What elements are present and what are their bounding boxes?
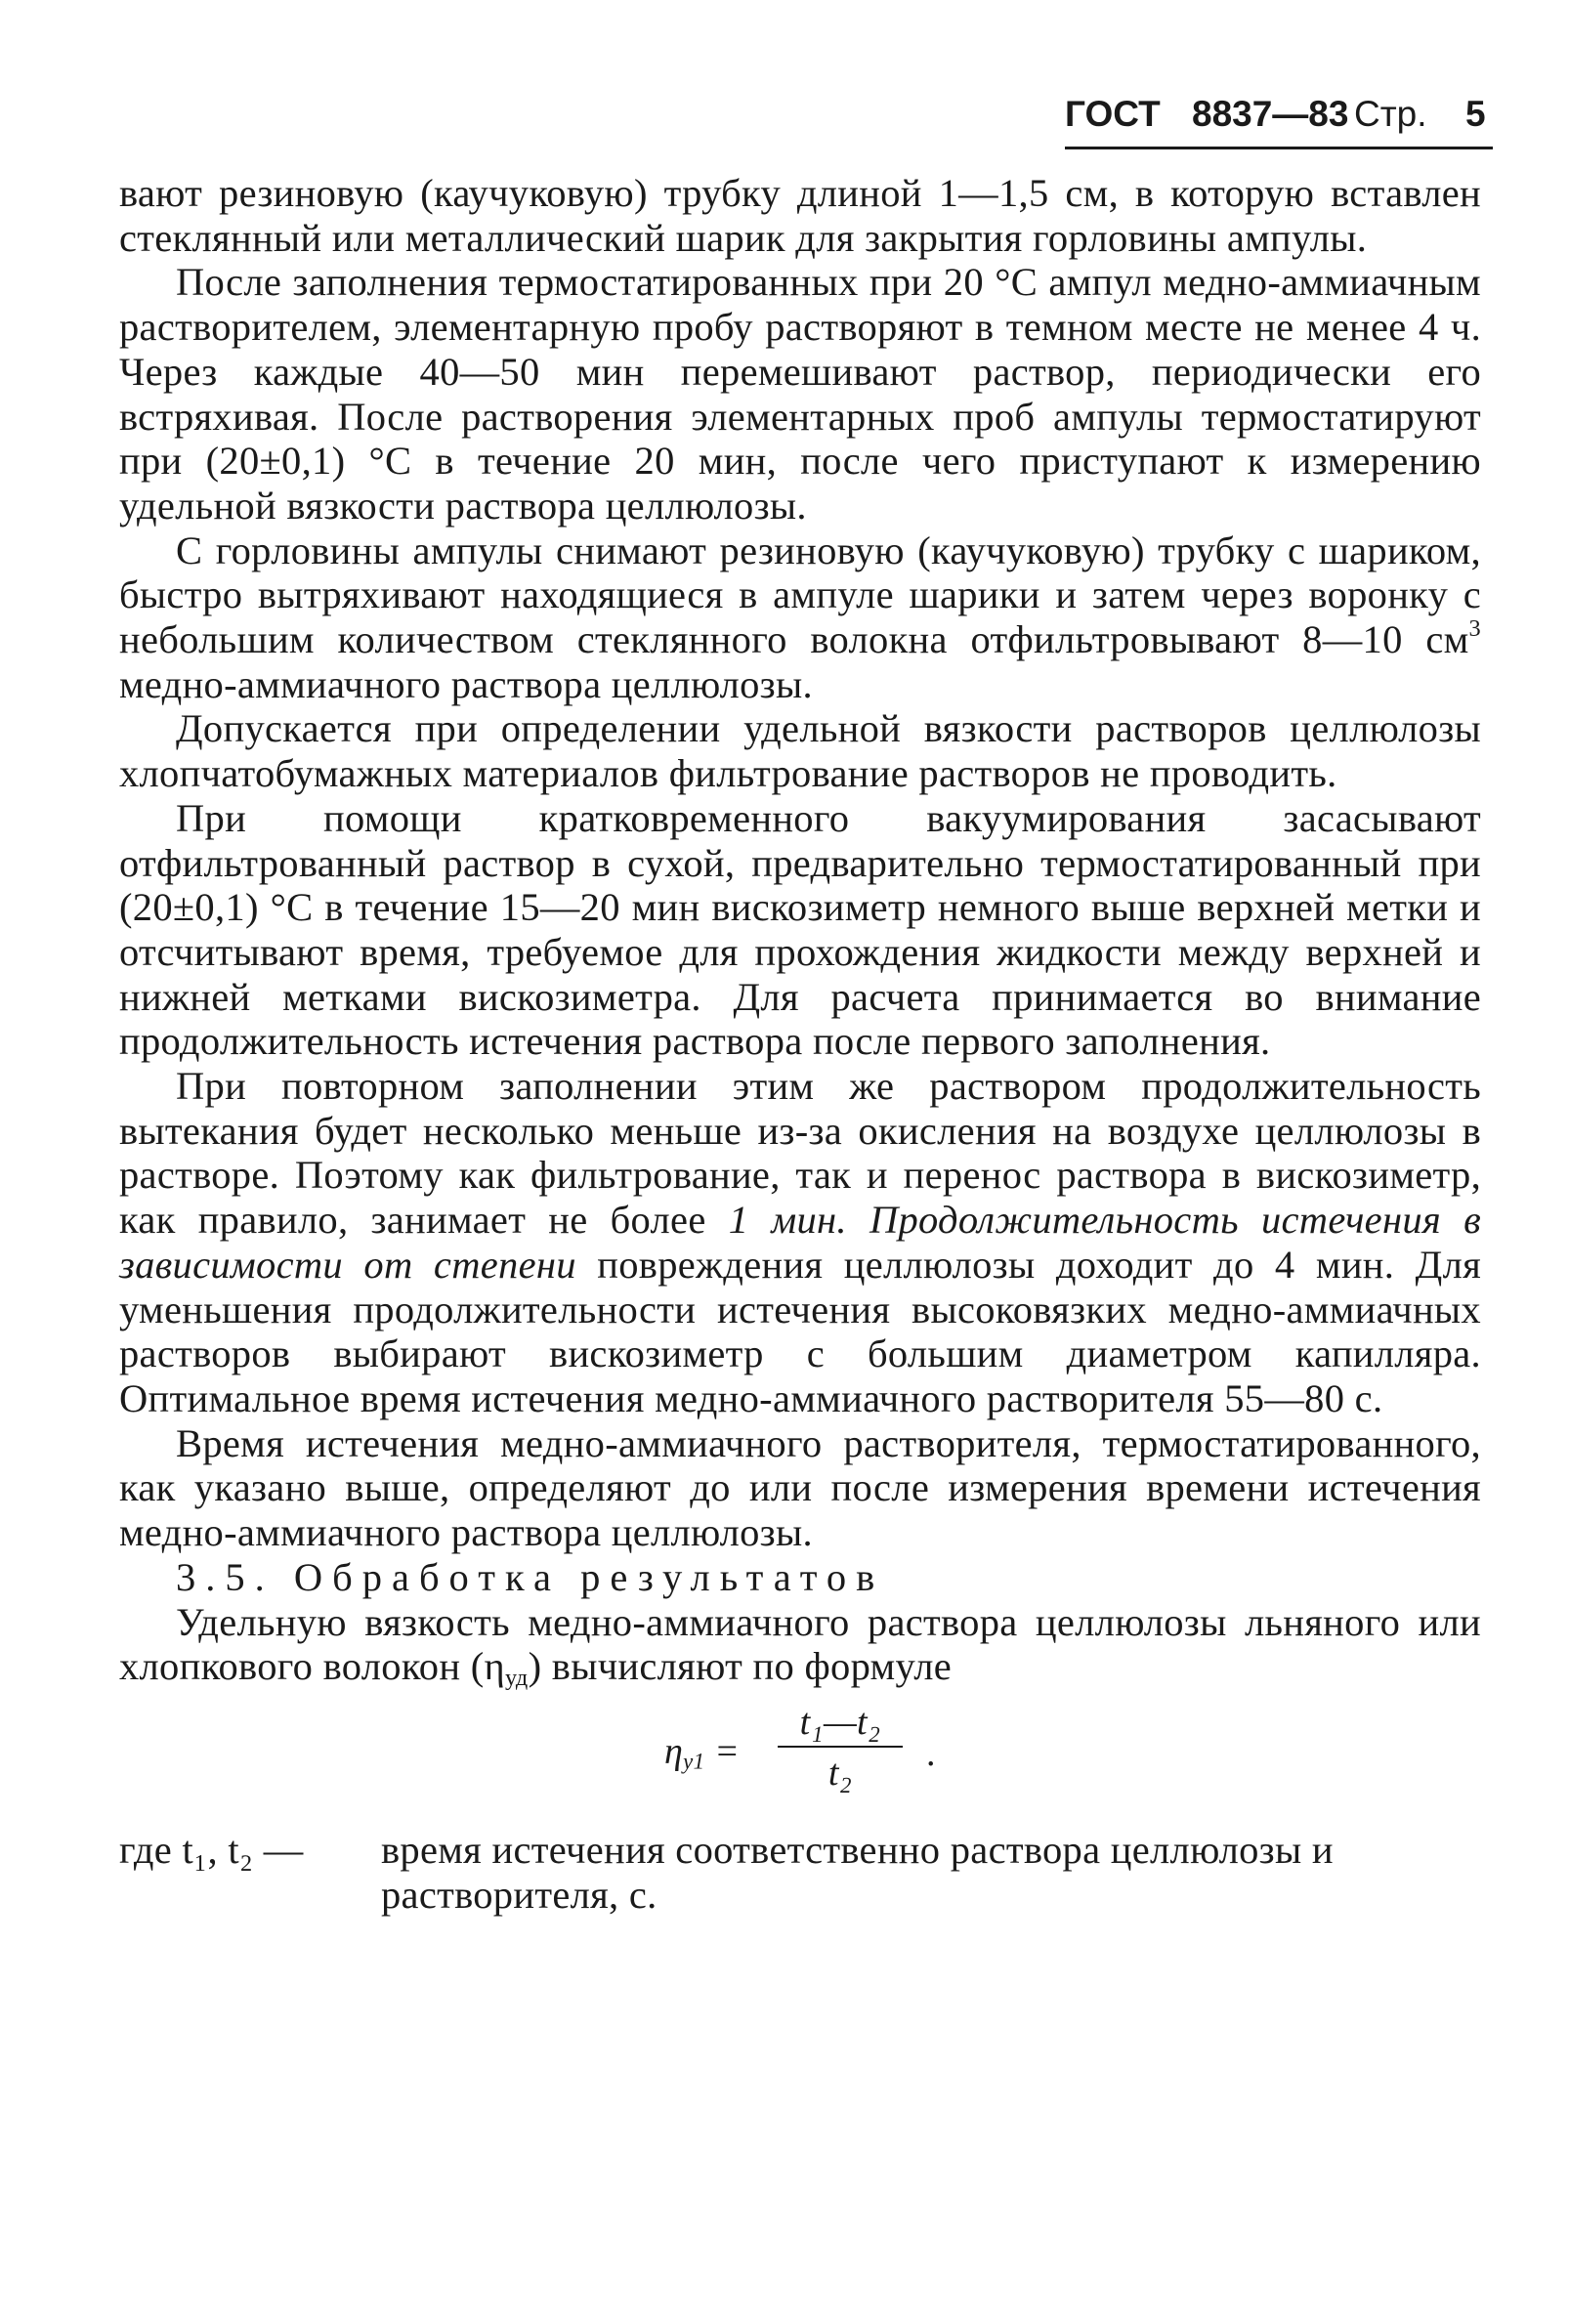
- formula-terminator: .: [926, 1732, 936, 1774]
- paragraph-vacuum: При помощи кратковременного вакуумирования засасывают отфильтрованный раствор в сухой, предварительно термостатированный при (20±0,1) °С в течение 15—20 мин вискозиметр немного выше верхней метки и отсчитывают время, требуемое для прохождения жидкости между верхней и нижней метками вискозиметра. Для расчета принимается во внимание продолжительность истечения раствора после первого заполнения.: [119, 795, 1481, 1064]
- formula-intro-subscript: уд: [505, 1665, 529, 1692]
- legend-description: время истечения соответственно раствора целлюлозы и растворителя, с.: [381, 1827, 1334, 1917]
- header-standard-label: ГОСТ: [1065, 94, 1161, 134]
- paragraph-continuation: вают резиновую (каучуковую) трубку длиной 1—1,5 см, в которую вставлен стеклянный или металлический шарик для закрытия горловины ампулы.: [119, 171, 1481, 260]
- paragraph-refill: [119, 1064, 1481, 1421]
- paragraph-refill-text-a: При повторном заполнении этим же раствором продолжительность вытекания будет несколько меньше из-за окисления на воздухе целлюлозы в растворе. Поэтому как фильтрование, так и перенос раствора в вискозиметр, как правило, занимает не более: [119, 1064, 1481, 1243]
- header-page-label: Стр.: [1354, 94, 1427, 134]
- formula-fraction: [778, 1699, 903, 1795]
- formula-lhs: [664, 1730, 740, 1775]
- paragraph-solvent-time: Время истечения медно-аммиачного растворителя, термостатированного, как указано выше, определяют до или после измерения времени истечения медно-аммиачного раствора целлюлозы.: [119, 1420, 1481, 1555]
- paragraph-dissolution: После заполнения термостатированных при 20 °С ампул медно-аммиачным растворителем, элементарную пробу растворяют в темном месте не менее 4 ч. Через каждые 40—50 мин перемешивают раствор, периодически его встряхивая. После растворения элементарных проб ампулы термостатируют при (20±0,1) °С в течение 20 мин, после чего приступают к измерению удельной вязкости раствора целлюлозы.: [119, 260, 1481, 528]
- paragraph-filtration-exception: Допускается при определении удельной вязкости растворов целлюлозы хлопчатобумажных материалов фильтрование растворов не проводить.: [119, 706, 1481, 796]
- section-heading: 3.5. Обработка результатов: [176, 1554, 885, 1599]
- paragraph-refill-italic: 1 мин. Продолжительность истечения в зависимости от степени: [119, 1198, 1481, 1287]
- viscosity-formula: [119, 1699, 1481, 1806]
- formula-equals: =: [714, 1730, 741, 1772]
- formula-numerator: t₁—t₂: [799, 1701, 881, 1743]
- formula-lhs-subscript: у1: [683, 1749, 705, 1774]
- header-standard-number: 8837—83: [1192, 94, 1349, 134]
- header-page-number: 5: [1465, 94, 1486, 134]
- formula-denominator: t₂: [827, 1752, 853, 1794]
- formula-intro-text-b: ) вычисляют по формуле: [528, 1644, 953, 1689]
- formula-lhs-symbol: η: [664, 1730, 684, 1772]
- formula-intro: [119, 1599, 1481, 1692]
- page-body: [119, 171, 1481, 1917]
- superscript-cubic: 3: [1468, 615, 1481, 643]
- paragraph-filtration: [119, 528, 1481, 707]
- legend-symbols: где t₁, t₂ —: [119, 1827, 304, 1872]
- paragraph-filtration-text-b: медно-аммиачного раствора целлюлозы.: [119, 661, 813, 706]
- formula-intro-text-a: Удельную вязкость медно-аммиачного раствора целлюлозы льняного или хлопкового волокон (η: [119, 1599, 1481, 1689]
- paragraph-refill-text-b: повреждения целлюлозы доходит до 4 мин. Для уменьшения продолжительности истечения высоковязких медно-аммиачных растворов выбирают вискозиметр с большим диаметром капилляра. Оптимальное время истечения медно-аммиачного растворителя 55—80 с.: [119, 1242, 1482, 1420]
- page-header: [1065, 90, 1493, 149]
- formula-legend: [119, 1828, 1481, 1917]
- paragraph-filtration-text-a: С горловины ампулы снимают резиновую (каучуковую) трубку с шариком, быстро вытряхивают находящиеся в ампуле шарики и затем через воронку с небольшим количеством стеклянного волокна отфильтровывают 8—10 см: [119, 528, 1481, 662]
